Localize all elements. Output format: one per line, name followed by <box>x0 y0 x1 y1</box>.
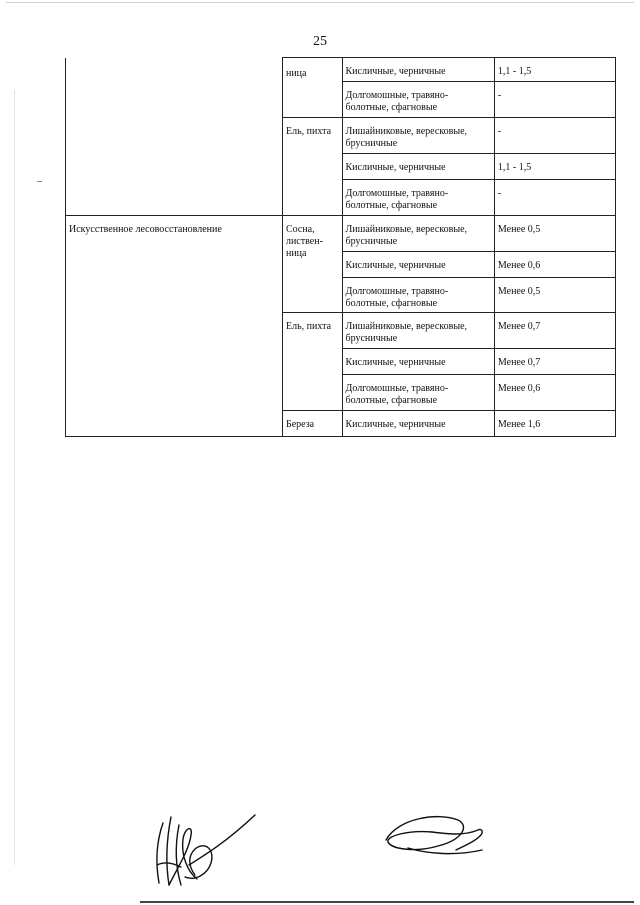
value-cell: Менее 1,6 <box>494 411 615 437</box>
value-cell: Менее 0,7 <box>494 349 615 375</box>
forest-type-cell: Кисличные, черничные <box>342 349 494 375</box>
species-cell <box>282 118 342 216</box>
species-label-line-3: ница <box>285 248 307 259</box>
table-row <box>66 216 616 252</box>
species-label: ница <box>285 68 307 79</box>
value-cell: - <box>494 180 615 216</box>
value-cell: 1,1 - 1,5 <box>494 58 615 82</box>
table-row <box>66 58 616 82</box>
species-label-line-2: листвен- <box>285 236 323 247</box>
value-cell: Менее 0,6 <box>494 252 615 278</box>
forest-type-cell: Долгомошные, травяно-болотные, сфагновые <box>342 82 494 118</box>
forest-regeneration-table <box>65 57 616 437</box>
value-cell: Менее 0,7 <box>494 313 615 349</box>
scan-left-edge <box>14 90 15 865</box>
value-cell: - <box>494 118 615 154</box>
signature-left <box>145 805 270 890</box>
value-cell: Менее 0,5 <box>494 216 615 252</box>
species-label: Ель, пихта <box>285 321 332 332</box>
category-cell <box>66 216 283 437</box>
forest-type-cell: Лишайниковые, вересковые, брусничные <box>342 118 494 154</box>
forest-type-cell: Кисличные, черничные <box>342 252 494 278</box>
value-cell: - <box>494 82 615 118</box>
signature-right <box>378 810 490 862</box>
scan-bottom-edge <box>140 901 634 903</box>
category-cell-continued <box>66 58 283 216</box>
page-number: 25 <box>313 34 327 49</box>
forest-type-cell: Кисличные, черничные <box>342 58 494 82</box>
scan-mark <box>37 181 42 182</box>
forest-type-cell: Долгомошные, травяно-болотные, сфагновые <box>342 375 494 411</box>
species-cell <box>282 313 342 411</box>
forest-type-cell: Долгомошные, травяно-болотные, сфагновые <box>342 180 494 216</box>
species-cell <box>282 58 342 118</box>
species-label-line-1: Сосна, <box>285 224 315 235</box>
forest-type-cell: Лишайниковые, вересковые, брусничные <box>342 216 494 252</box>
species-label: Ель, пихта <box>285 126 332 137</box>
forest-type-cell: Кисличные, черничные <box>342 154 494 180</box>
forest-type-cell: Кисличные, черничные <box>342 411 494 437</box>
value-cell: Менее 0,5 <box>494 278 615 313</box>
value-cell: 1,1 - 1,5 <box>494 154 615 180</box>
forest-type-cell: Долгомошные, травяно-болотные, сфагновые <box>342 278 494 313</box>
species-label: Береза <box>285 419 315 430</box>
forest-type-cell: Лишайниковые, вересковые, брусничные <box>342 313 494 349</box>
category-label: Искусственное лесовосстановление <box>69 224 222 235</box>
value-cell: Менее 0,6 <box>494 375 615 411</box>
species-cell <box>282 216 342 313</box>
species-cell <box>282 411 342 437</box>
scan-top-edge <box>6 2 634 3</box>
